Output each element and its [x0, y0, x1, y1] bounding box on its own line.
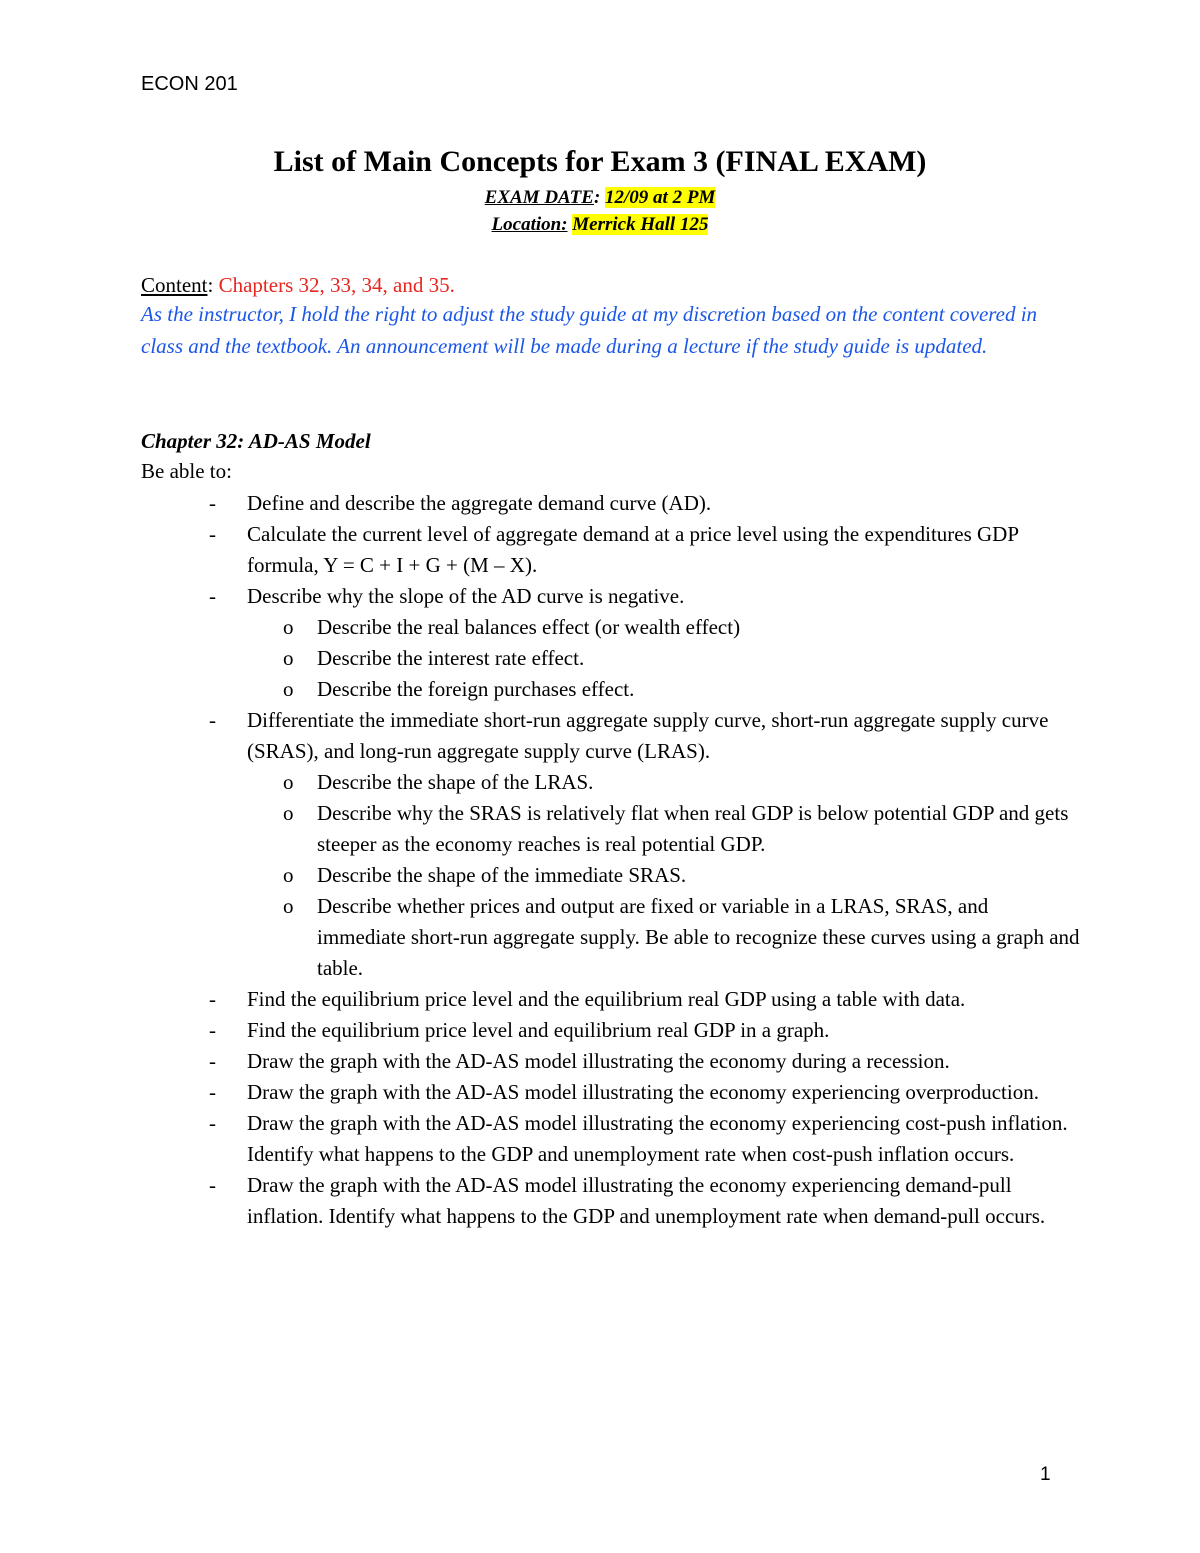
location-line: [0, 212, 1200, 238]
page-number: 1: [1040, 1464, 1051, 1485]
exam-date-separator: :: [593, 187, 606, 208]
list-item-text: Draw the graph with the AD-AS model illustrating the economy experiencing demand-pull inflation. Identify what happens to the GDP and unemployment rate when demand-pull occurs.: [247, 1173, 1046, 1228]
sub-list-item: [247, 891, 1081, 984]
location-value: Merrick Hall 125: [572, 214, 709, 235]
circle-bullet: o: [283, 770, 294, 794]
circle-bullet: o: [283, 801, 294, 825]
dash-bullet: -: [209, 1111, 216, 1135]
list-item: [141, 1015, 1081, 1046]
list-item: [141, 1077, 1081, 1108]
page-title: List of Main Concepts for Exam 3 (FINAL EXAM): [273, 145, 927, 178]
instructor-note: As the instructor, I hold the right to adjust the study guide at my discretion based on the content covered in class and the textbook. An announcement will be made during a lecture if the study guide is updated.: [141, 302, 1038, 358]
sub-list-item: [247, 860, 1081, 891]
sub-list-item-text: Describe the foreign purchases effect.: [317, 677, 635, 701]
chapter-heading: Chapter 32: AD-AS Model: [141, 429, 371, 453]
dash-bullet: -: [209, 584, 216, 608]
sub-list-item: [247, 674, 1081, 705]
list-item: [141, 1046, 1081, 1077]
list-item-text: Describe why the slope of the AD curve is negative.: [247, 584, 685, 608]
content-label: Content: [141, 273, 208, 297]
chapter-intro: Be able to:: [141, 459, 232, 483]
dash-bullet: -: [209, 1080, 216, 1104]
dash-bullet: -: [209, 1173, 216, 1197]
sub-list-item: [247, 612, 1081, 643]
exam-date-value: 12/09 at 2 PM: [605, 187, 716, 208]
dash-bullet: -: [209, 987, 216, 1011]
sub-list-item-text: Describe whether prices and output are fixed or variable in a LRAS, SRAS, and immediate short-run aggregate supply. Be able to recognize these curves using a graph and table.: [317, 894, 1080, 980]
list-item-text: Find the equilibrium price level and equilibrium real GDP in a graph.: [247, 1018, 830, 1042]
sub-list-item-text: Describe the interest rate effect.: [317, 646, 585, 670]
list-item-text: Calculate the current level of aggregate demand at a price level using the expenditures GDP formula, Y = C + I + G + (M – X).: [247, 522, 1019, 577]
list-item: [141, 984, 1081, 1015]
list-item: [141, 1170, 1081, 1232]
circle-bullet: o: [283, 894, 294, 918]
sub-list-item-text: Describe the shape of the LRAS.: [317, 770, 594, 794]
list-item-text: Draw the graph with the AD-AS model illustrating the economy experiencing overproduction.: [247, 1080, 1039, 1104]
dash-bullet: -: [209, 1049, 216, 1073]
circle-bullet: o: [283, 863, 294, 887]
list-item: [141, 705, 1081, 984]
list-item-text: Draw the graph with the AD-AS model illustrating the economy during a recession.: [247, 1049, 950, 1073]
objectives-list: [141, 488, 1081, 1232]
circle-bullet: o: [283, 677, 294, 701]
sub-list-item: [247, 798, 1081, 860]
circle-bullet: o: [283, 615, 294, 639]
list-item: [141, 581, 1081, 705]
sub-list-item: [247, 767, 1081, 798]
circle-bullet: o: [283, 646, 294, 670]
sub-list-item-text: Describe the shape of the immediate SRAS.: [317, 863, 687, 887]
content-line: [141, 270, 455, 300]
sub-list-item: [247, 643, 1081, 674]
list-item-text: Define and describe the aggregate demand curve (AD).: [247, 491, 712, 515]
dash-bullet: -: [209, 522, 216, 546]
dash-bullet: -: [209, 491, 216, 515]
list-item-text: Find the equilibrium price level and the equilibrium real GDP using a table with data.: [247, 987, 966, 1011]
sub-list: [247, 612, 1081, 705]
list-item-text: Draw the graph with the AD-AS model illustrating the economy experiencing cost-push inflation. Identify what happens to the GDP and unemployment rate when cost-push inflation occurs.: [247, 1111, 1068, 1166]
content-separator: :: [207, 273, 219, 297]
dash-bullet: -: [209, 1018, 216, 1042]
sub-list-item-text: Describe the real balances effect (or wealth effect): [317, 615, 741, 639]
location-label: Location:: [491, 214, 568, 235]
list-item: [141, 1108, 1081, 1170]
list-item: [141, 488, 1081, 519]
dash-bullet: -: [209, 708, 216, 732]
exam-date-label: EXAM DATE: [484, 187, 594, 208]
sub-list: [247, 767, 1081, 984]
sub-list-item-text: Describe why the SRAS is relatively flat when real GDP is below potential GDP and gets steeper as the economy reaches is real potential GDP.: [317, 801, 1069, 856]
course-header: ECON 201: [141, 73, 238, 95]
exam-date-line: [0, 185, 1200, 211]
list-item-text: Differentiate the immediate short-run aggregate supply curve, short-run aggregate supply curve (SRAS), and long-run aggregate supply curve (LRAS).: [247, 708, 1049, 763]
list-item: [141, 519, 1081, 581]
content-chapters: Chapters 32, 33, 34, and 35.: [218, 273, 455, 297]
